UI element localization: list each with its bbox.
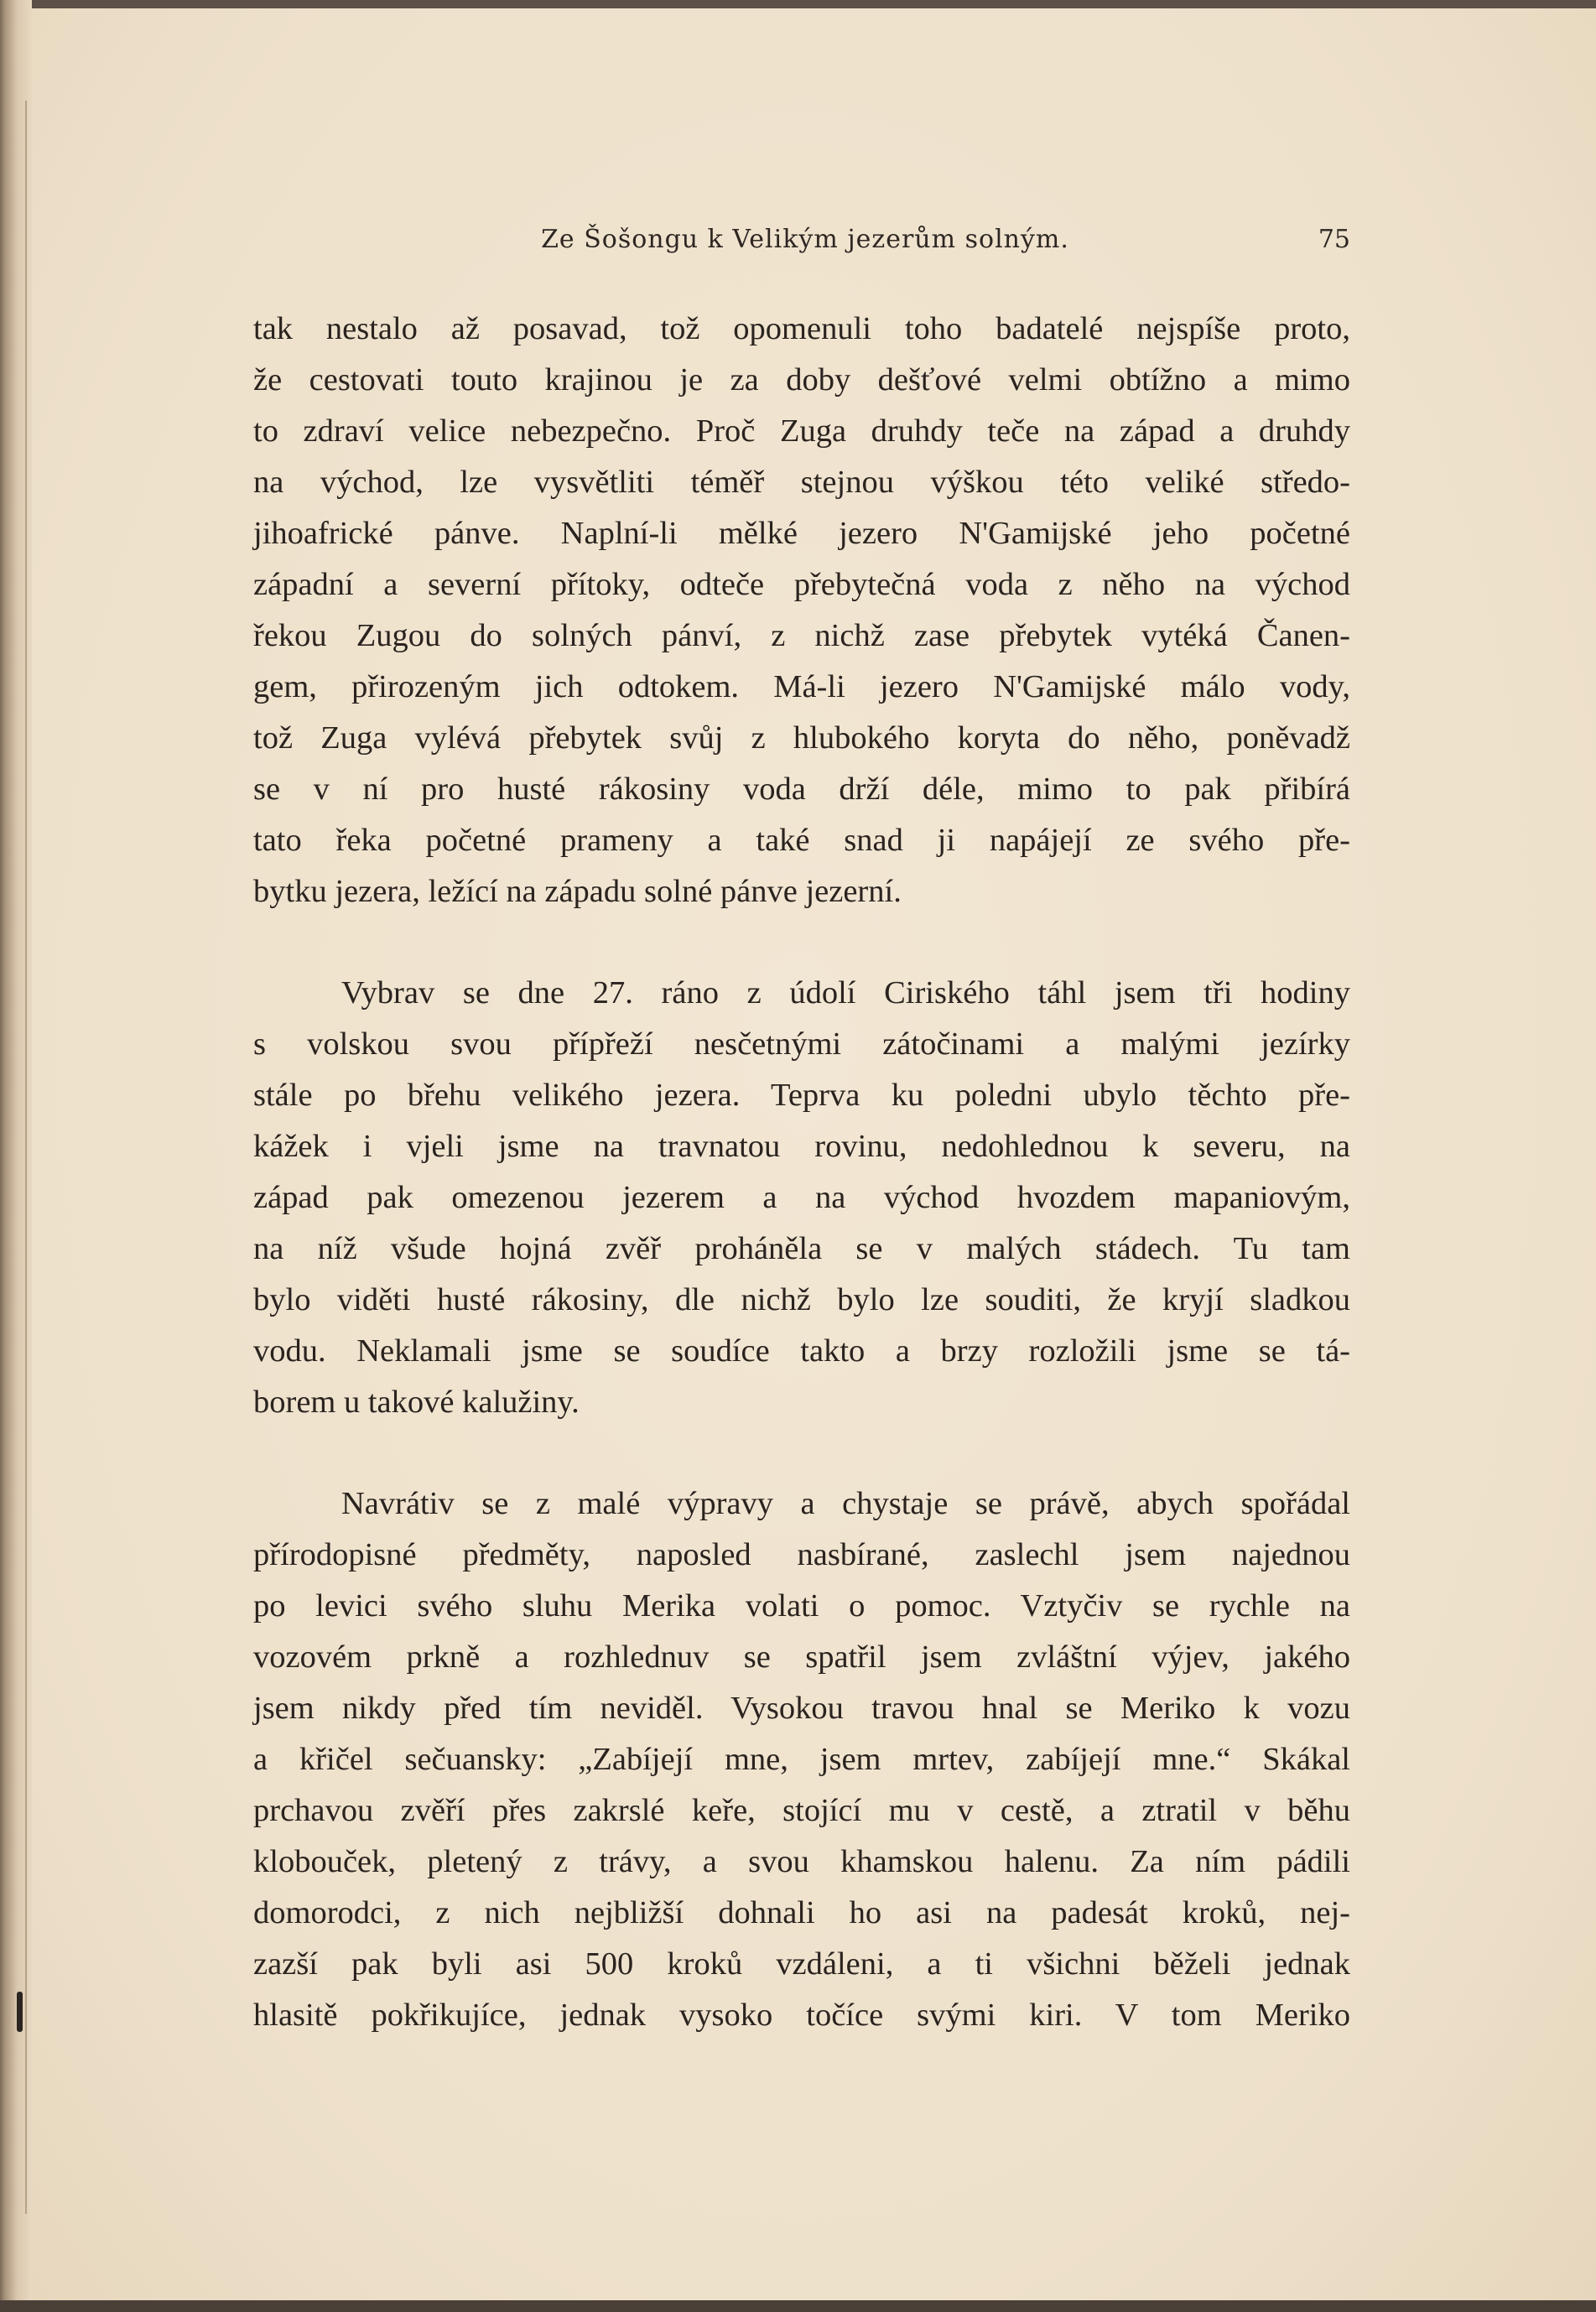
- text-line: řekou Zugou do solných pánví, z nichž zase přebytek vytéká Čanen-: [253, 618, 1350, 653]
- text-line: že cestovati touto krajinou je za doby dešťové velmi obtížno a mimo: [253, 362, 1350, 397]
- text-line: po levici svého sluhu Merika volati o pomoc. Vztyčiv se rychle na: [253, 1588, 1350, 1624]
- text-line: přírodopisné předměty, naposled nasbírané, zaslechl jsem najednou: [253, 1537, 1350, 1572]
- text-line: prchavou zvěří přes zakrslé keře, stojící mu v cestě, a ztratil v běhu: [253, 1793, 1350, 1828]
- text-line: tož Zuga vylévá přebytek svůj z hlubokého koryta do něho, poněvadž: [253, 720, 1350, 756]
- text-line: klobouček, pletený z trávy, a svou khamskou halenu. Za ním pádili: [253, 1844, 1350, 1879]
- text-line: domorodci, z nich nejbližší dohnali ho asi na padesát kroků, nej-: [253, 1895, 1350, 1930]
- text-line: kážek i vjeli jsme na travnatou rovinu, nedohlednou k severu, na: [253, 1129, 1350, 1164]
- text-line: to zdraví velice nebezpečno. Proč Zuga druhdy teče na západ a druhdy: [253, 413, 1350, 449]
- paragraph: [253, 968, 1350, 1428]
- text-line: vozovém prkně a rozhlednuv se spatřil jsem zvláštní výjev, jakého: [253, 1639, 1350, 1675]
- text-line: hlasitě pokřikujíce, jednak vysoko točíce svými kiri. V tom Meriko: [253, 1998, 1350, 2033]
- text-line: se v ní pro husté rákosiny voda drží déle, mimo to pak přibírá: [253, 772, 1350, 807]
- text-line: tato řeka početné prameny a také snad ji napájejí ze svého pře-: [253, 823, 1350, 858]
- text-line: tak nestalo až posavad, tož opomenuli toho badatelé nejspíše proto,: [253, 311, 1350, 346]
- scan-top-edge: [0, 0, 1596, 8]
- scan-left-edge: [0, 0, 32, 2312]
- page-gutter-line: [25, 101, 27, 2214]
- text-line: jsem nikdy před tím neviděl. Vysokou travou hnal se Meriko k vozu: [253, 1691, 1350, 1726]
- text-line: vodu. Neklamali jsme se soudíce takto a brzy rozložili jsme se tá-: [253, 1333, 1350, 1369]
- text-line: západ pak omezenou jezerem a na východ hvozdem mapaniovým,: [253, 1180, 1350, 1215]
- text-line: a křičel sečuansky: „Zabíjejí mne, jsem mrtev, zabíjejí mne.“ Skákal: [253, 1742, 1350, 1777]
- text-line: na níž všude hojná zvěř proháněla se v malých stádech. Tu tam: [253, 1231, 1350, 1266]
- text-line: zazší pak byli asi 500 kroků vzdáleni, a ti všichni běželi jednak: [253, 1946, 1350, 1982]
- text-line: stále po břehu velikého jezera. Teprva ku poledni ubylo těchto pře-: [253, 1078, 1350, 1113]
- text-line: jihoafrické pánve. Naplní-li mělké jezero N'Gamijské jeho početné: [253, 516, 1350, 551]
- scan-bottom-edge: [0, 2300, 1596, 2312]
- text-line: západní a severní přítoky, odteče přebytečná voda z něho na východ: [253, 567, 1350, 602]
- text-line: na východ, lze vysvětliti téměř stejnou výškou této veliké středo-: [253, 465, 1350, 500]
- paragraph: [253, 304, 1350, 917]
- text-line: Vybrav se dne 27. ráno z údolí Ciriského táhl jsem tři hodiny: [341, 975, 1350, 1011]
- ink-blot-mark: [17, 1992, 23, 2032]
- text-line: gem, přirozeným jich odtokem. Má-li jezero N'Gamijské málo vody,: [253, 669, 1350, 704]
- text-line: bytku jezera, ležící na západu solné pánve jezerní.: [253, 874, 902, 909]
- text-line: borem u takové kalužiny.: [253, 1385, 580, 1420]
- text-line: bylo viděti husté rákosiny, dle nichž bylo lze souditi, že kryjí sladkou: [253, 1282, 1350, 1317]
- body-text: [253, 304, 1350, 2041]
- running-title: Ze Šošongu k Velikým jezerům solným.: [541, 225, 1069, 254]
- text-line: s volskou svou přípřeží nesčetnými zátočinami a malými jezírky: [253, 1026, 1350, 1062]
- page-header: [252, 220, 1350, 260]
- page-number: 75: [1318, 225, 1350, 254]
- text-line: Navrátiv se z malé výpravy a chystaje se právě, abych spořádal: [341, 1486, 1350, 1521]
- paragraph: [253, 1478, 1350, 2041]
